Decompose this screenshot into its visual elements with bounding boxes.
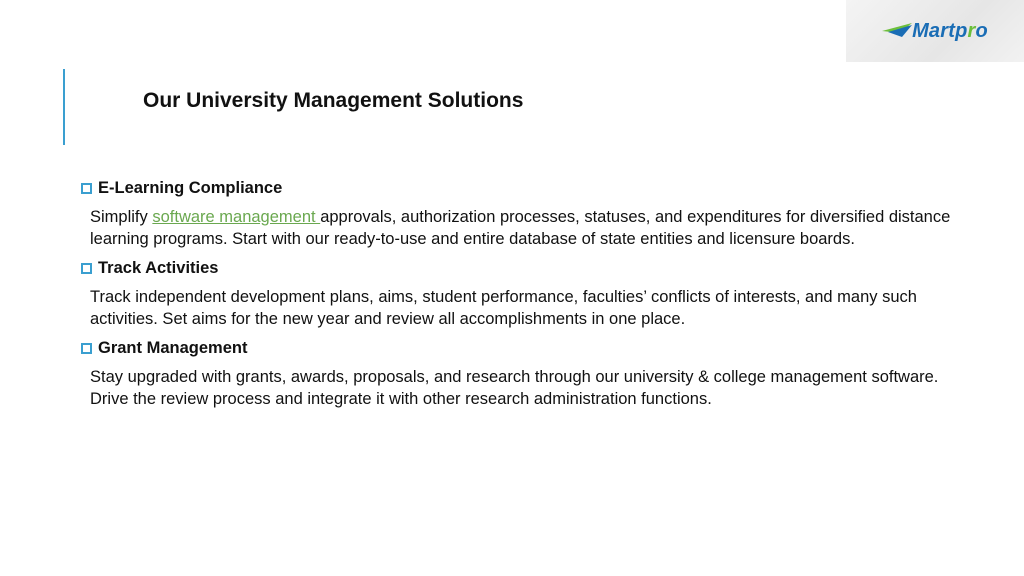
- checkbox-square-icon: [81, 263, 92, 274]
- checkbox-square-icon: [81, 343, 92, 354]
- section-heading-track: Track Activities: [81, 256, 961, 280]
- martpro-logo: [882, 20, 988, 43]
- checkbox-square-icon: [81, 183, 92, 194]
- accent-line: [63, 69, 65, 145]
- arrow-wing-icon: [882, 22, 912, 40]
- section-text-track: Track independent development plans, aims, student performance, faculties’ conflicts of interests, and many such activities. Set aims for the new year and review all accomplishments in one place.: [90, 288, 917, 328]
- software-management-link[interactable]: software management: [152, 208, 321, 226]
- section-text-grant: Stay upgraded with grants, awards, proposals, and research through our university & college management software. Drive the review process and integrate it with other research administration functions.: [90, 368, 939, 408]
- section-heading-elearning: E-Learning Compliance: [81, 176, 961, 200]
- logo-box: [846, 0, 1024, 62]
- section-text-elearning: Simplify software management approvals, authorization processes, statuses, and expenditures for diversified distance learning programs. Start with our ready-to-use and entire database of state entities and licensure boards.: [90, 208, 951, 248]
- section-heading-grant: Grant Management: [81, 336, 961, 360]
- logo-text: Martpro: [912, 19, 988, 42]
- slide-title: Our University Management Solutions: [143, 89, 524, 112]
- content-area: [81, 176, 961, 416]
